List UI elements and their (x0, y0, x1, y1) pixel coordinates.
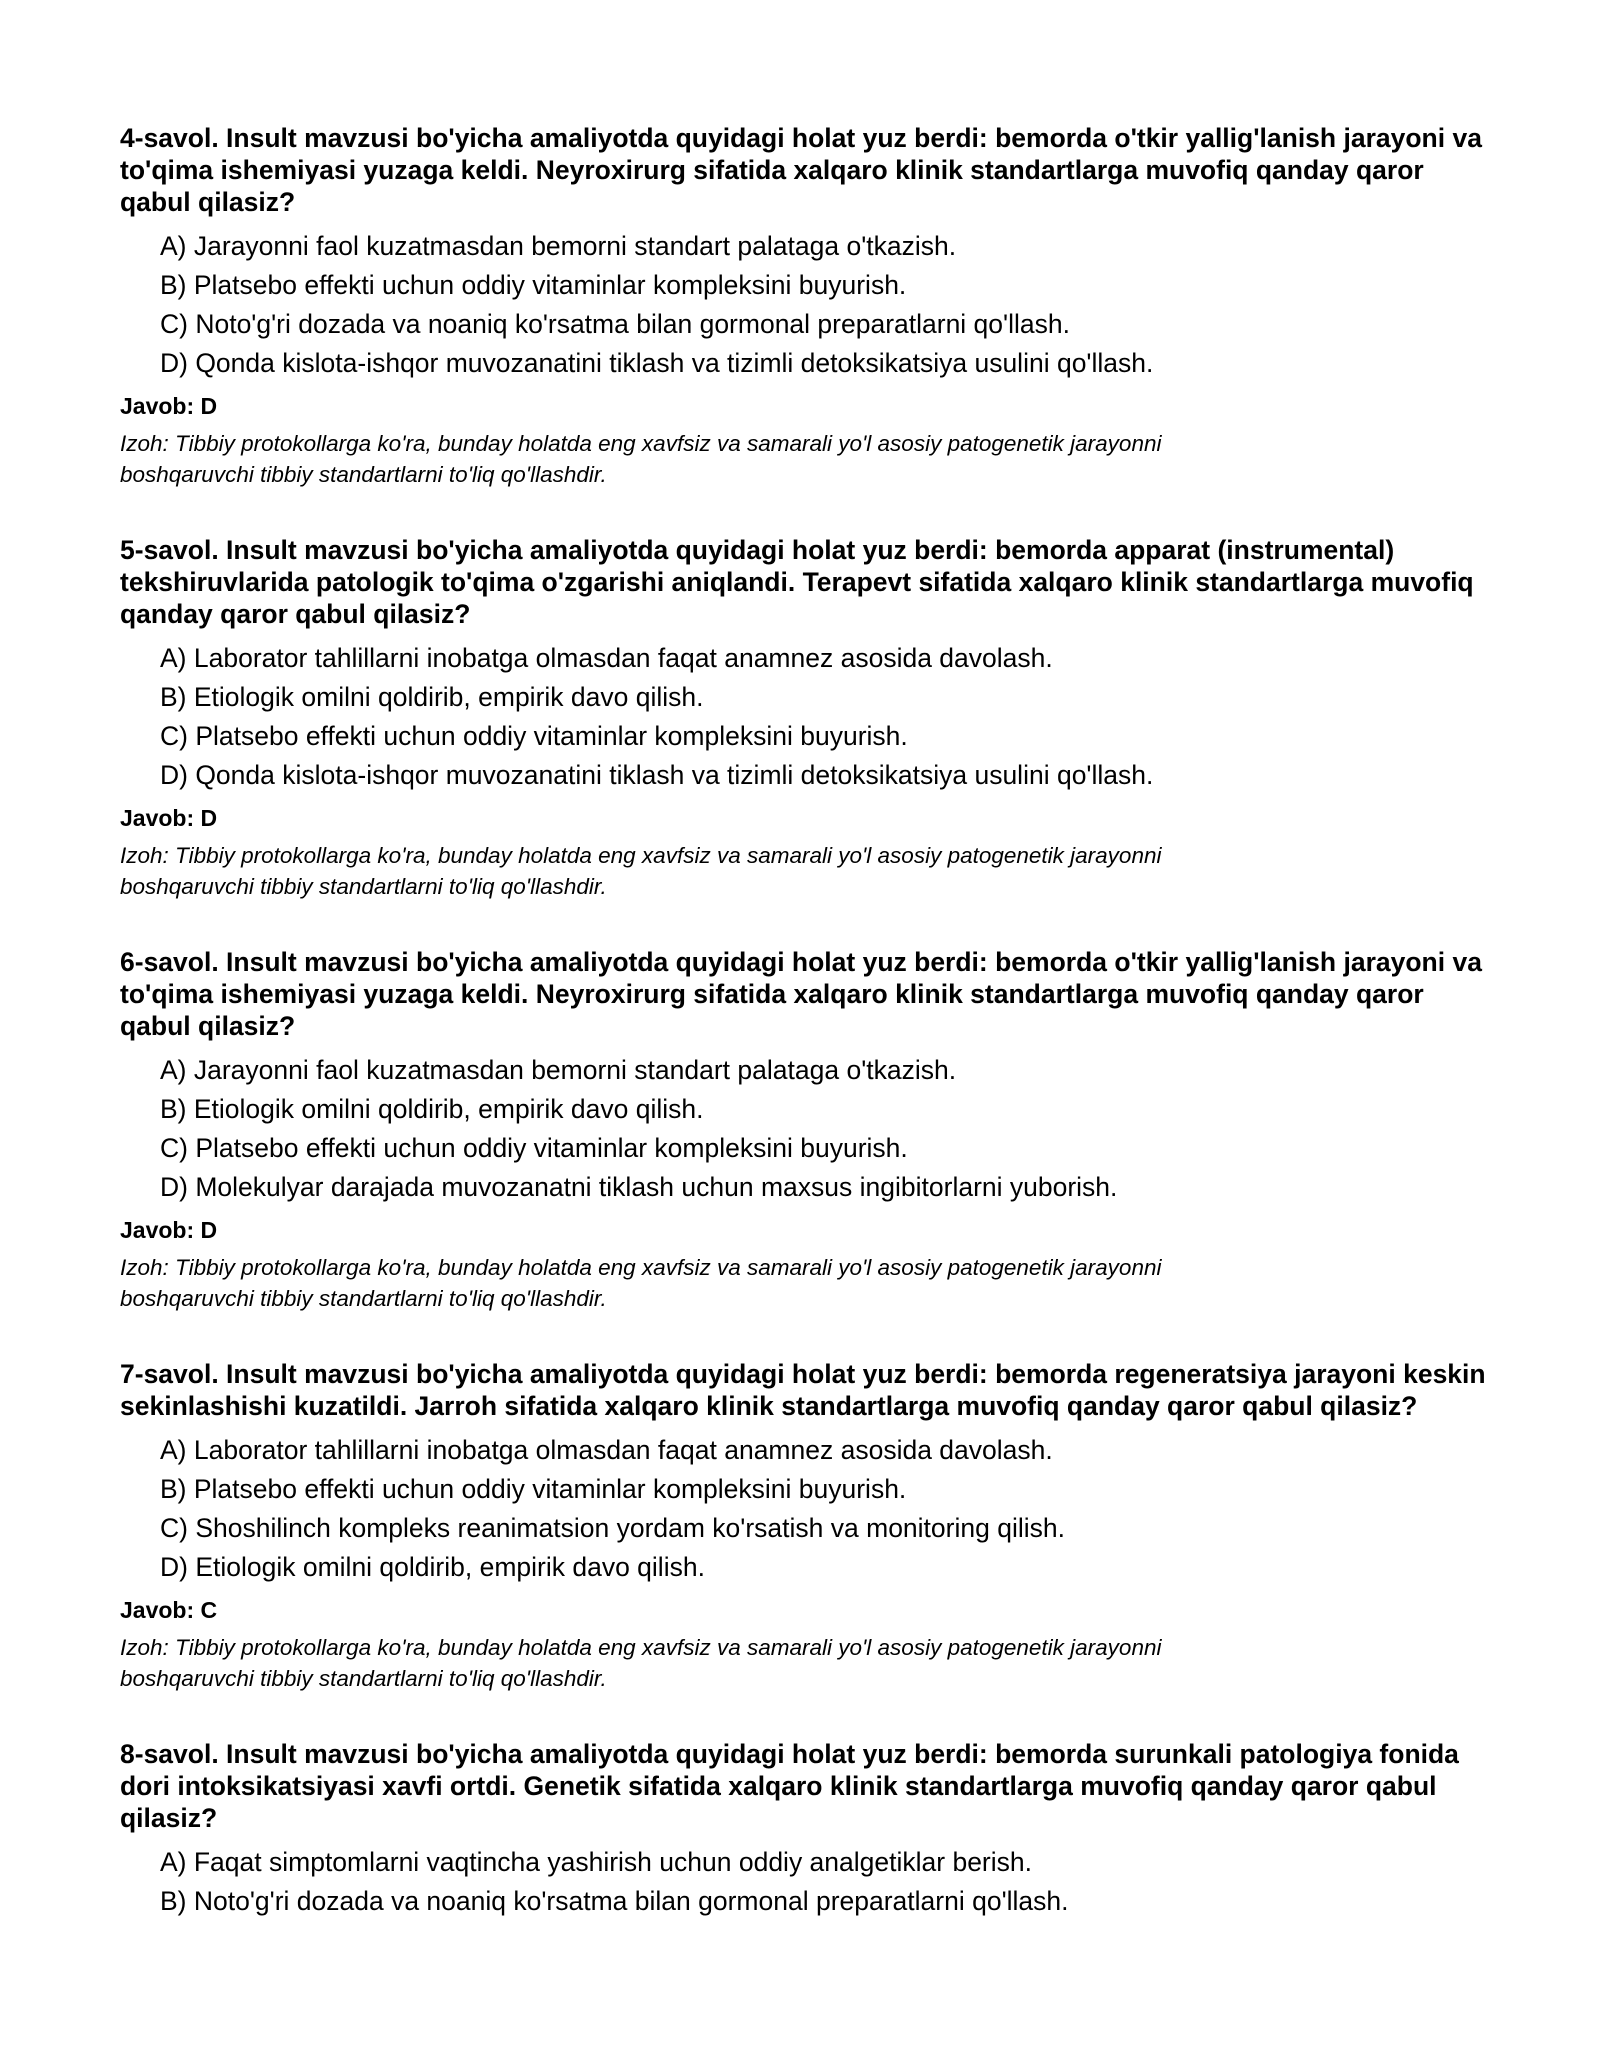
option-a: A) Laborator tahlillarni inobatga olmasdan faqat anamnez asosida davolash. (160, 1435, 1053, 1465)
option-b: B) Etiologik omilni qoldirib, empirik davo qilish. (160, 1094, 704, 1124)
explanation-line-1: Izoh: Tibbiy protokollarga ko'ra, bunday holatda eng xavfsiz va samarali yo'l asosiy patogenetik jarayonni (120, 843, 1162, 868)
explanation (120, 840, 1500, 902)
option-d: D) Molekulyar darajada muvozanatni tiklash uchun maxsus ingibitorlarni yuborish. (160, 1172, 1118, 1202)
document-page (120, 122, 1500, 1960)
explanation-line-2: boshqaruvchi tibbiy standartlarni to'liq qo'llashdir. (120, 462, 607, 487)
option-a: A) Jarayonni faol kuzatmasdan bemorni standart palataga o'tkazish. (160, 1055, 957, 1085)
option-b: B) Platsebo effekti uchun oddiy vitaminlar kompleksini buyurish. (160, 1474, 907, 1504)
option-b: B) Noto'g'ri dozada va noaniq ko'rsatma bilan gormonal preparatlarni qo'llash. (160, 1886, 1069, 1916)
explanation-line-1: Izoh: Tibbiy protokollarga ko'ra, bunday holatda eng xavfsiz va samarali yo'l asosiy patogenetik jarayonni (120, 431, 1162, 456)
option-c: C) Platsebo effekti uchun oddiy vitaminlar kompleksini buyurish. (160, 721, 908, 751)
question-text: 5-savol. Insult mavzusi bo'yicha amaliyotda quyidagi holat yuz berdi: bemorda apparat (instrumental) tekshiruvlarida patologik to'qima o'zgarishi aniqlandi. Terapevt sifatida xalqaro klinik standartlarga muvofiq qanday qaror qabul qilasiz? (120, 535, 1474, 629)
explanation (120, 428, 1500, 490)
question-block-4 (120, 122, 1500, 490)
explanation-line-1: Izoh: Tibbiy protokollarga ko'ra, bunday holatda eng xavfsiz va samarali yo'l asosiy patogenetik jarayonni (120, 1255, 1162, 1280)
options-list (120, 643, 1500, 790)
question-block-8 (120, 1738, 1500, 1916)
option-c: C) Platsebo effekti uchun oddiy vitaminlar kompleksini buyurish. (160, 1133, 908, 1163)
explanation-line-2: boshqaruvchi tibbiy standartlarni to'liq qo'llashdir. (120, 1666, 607, 1691)
options-list (120, 1847, 1500, 1916)
explanation-line-2: boshqaruvchi tibbiy standartlarni to'liq qo'llashdir. (120, 1286, 607, 1311)
question-block-5 (120, 534, 1500, 902)
options-list (120, 231, 1500, 378)
explanation-line-1: Izoh: Tibbiy protokollarga ko'ra, bunday holatda eng xavfsiz va samarali yo'l asosiy patogenetik jarayonni (120, 1635, 1162, 1660)
option-a: A) Laborator tahlillarni inobatga olmasdan faqat anamnez asosida davolash. (160, 643, 1053, 673)
option-c: C) Noto'g'ri dozada va noaniq ko'rsatma bilan gormonal preparatlarni qo'llash. (160, 309, 1070, 339)
option-d: D) Qonda kislota-ishqor muvozanatini tiklash va tizimli detoksikatsiya usulini qo'llash. (160, 760, 1154, 790)
answer-label: Javob: D (120, 393, 218, 419)
option-d: D) Qonda kislota-ishqor muvozanatini tiklash va tizimli detoksikatsiya usulini qo'llash. (160, 348, 1154, 378)
answer-label: Javob: C (120, 1597, 218, 1623)
option-b: B) Etiologik omilni qoldirib, empirik davo qilish. (160, 682, 704, 712)
option-a: A) Jarayonni faol kuzatmasdan bemorni standart palataga o'tkazish. (160, 231, 957, 261)
option-c: C) Shoshilinch kompleks reanimatsion yordam ko'rsatish va monitoring qilish. (160, 1513, 1065, 1543)
options-list (120, 1435, 1500, 1582)
explanation (120, 1252, 1500, 1314)
question-text: 4-savol. Insult mavzusi bo'yicha amaliyotda quyidagi holat yuz berdi: bemorda o'tkir yallig'lanish jarayoni va to'qima ishemiyasi yuzaga keldi. Neyroxirurg sifatida xalqaro klinik standartlarga muvofiq qanday qaror qabul qilasiz? (120, 123, 1482, 217)
question-text: 8-savol. Insult mavzusi bo'yicha amaliyotda quyidagi holat yuz berdi: bemorda surunkali patologiya fonida dori intoksikatsiyasi xavfi ortdi. Genetik sifatida xalqaro klinik standartlarga muvofiq qanday qaror qabul qilasiz? (120, 1739, 1459, 1833)
option-d: D) Etiologik omilni qoldirib, empirik davo qilish. (160, 1552, 705, 1582)
option-b: B) Platsebo effekti uchun oddiy vitaminlar kompleksini buyurish. (160, 270, 907, 300)
question-text: 6-savol. Insult mavzusi bo'yicha amaliyotda quyidagi holat yuz berdi: bemorda o'tkir yallig'lanish jarayoni va to'qima ishemiyasi yuzaga keldi. Neyroxirurg sifatida xalqaro klinik standartlarga muvofiq qanday qaror qabul qilasiz? (120, 947, 1482, 1041)
question-block-6 (120, 946, 1500, 1314)
explanation-line-2: boshqaruvchi tibbiy standartlarni to'liq qo'llashdir. (120, 874, 607, 899)
answer-label: Javob: D (120, 1217, 218, 1243)
option-a: A) Faqat simptomlarni vaqtincha yashirish uchun oddiy analgetiklar berish. (160, 1847, 1032, 1877)
answer-label: Javob: D (120, 805, 218, 831)
explanation (120, 1632, 1500, 1694)
question-text: 7-savol. Insult mavzusi bo'yicha amaliyotda quyidagi holat yuz berdi: bemorda regeneratsiya jarayoni keskin sekinlashishi kuzatildi. Jarroh sifatida xalqaro klinik standartlarga muvofiq qanday qaror qabul qilasiz? (120, 1359, 1486, 1421)
question-block-7 (120, 1358, 1500, 1694)
options-list (120, 1055, 1500, 1202)
